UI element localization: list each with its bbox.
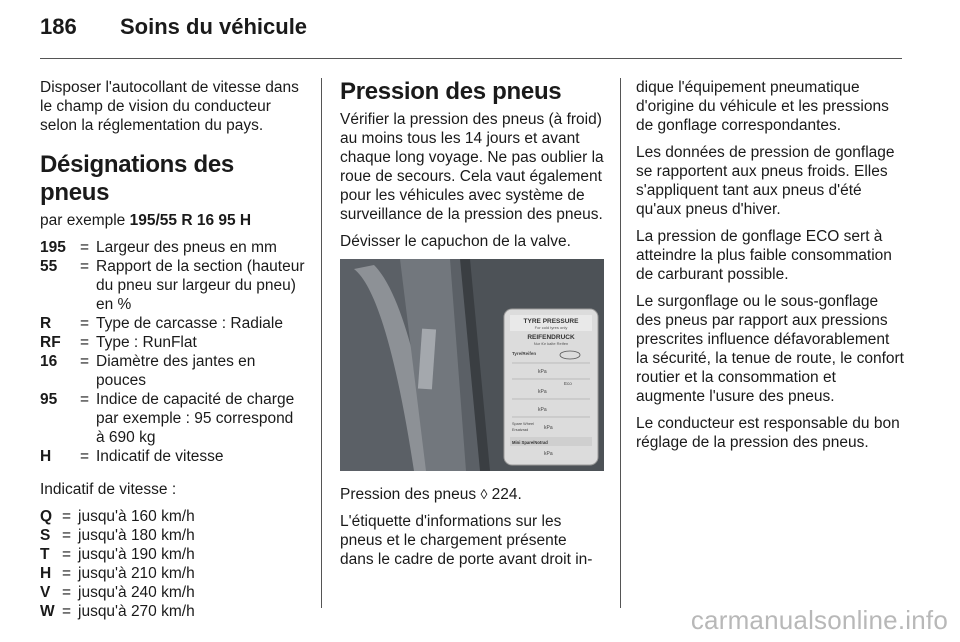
definition-text: Rapport de la section (hauteur du pneu sur largeur du pneu) en % <box>96 258 305 313</box>
pressure-paragraph-2: Dévisser le capuchon de la valve. <box>340 233 571 250</box>
speed-key: V <box>40 584 51 601</box>
svg-text:kPa: kPa <box>544 425 553 431</box>
pressure-paragraph-3: L'étiquette d'informations sur les pneus et le chargement présente dans le cadre de porte avant droit in- <box>340 513 593 568</box>
photo-caption <box>340 485 604 504</box>
svg-text:Eco: Eco <box>564 381 572 386</box>
definition-key: 55 <box>40 258 58 275</box>
definition-key: R <box>40 315 52 332</box>
watermark-text: carmanualsonline.info <box>690 605 948 635</box>
definition-eq: = <box>80 315 90 332</box>
door-frame-illustration <box>340 259 604 471</box>
col3-paragraph-1: dique l'équipement pneumatique d'origine du véhicule et les pressions de gonflage correspondantes. <box>636 79 889 134</box>
definition-key: 195 <box>40 239 66 256</box>
col3-paragraph-2: Les données de pression de gonflage se rapportent aux pneus froids. Elles s'appliquent tant aux pneus d'été qu'aux pneus d'hiver. <box>636 144 895 218</box>
definition-text: Type : RunFlat <box>96 334 197 351</box>
definition-text: Diamètre des jantes en pouces <box>96 353 256 389</box>
column-divider-1 <box>321 78 322 608</box>
svg-text:Mini Spare/Notrad: Mini Spare/Notrad <box>512 440 548 445</box>
speed-key: H <box>40 565 52 582</box>
speed-text: jusqu'à 210 km/h <box>78 565 195 582</box>
definition-text: Largeur des pneus en mm <box>96 239 277 256</box>
speed-intro: Indicatif de vitesse : <box>40 481 177 498</box>
svg-text:kPa: kPa <box>538 407 547 413</box>
col3-paragraph-5: Le conducteur est responsable du bon réglage de la pression des pneus. <box>636 415 900 451</box>
header-divider <box>40 58 902 59</box>
column-3 <box>636 78 904 460</box>
svg-text:For cold tyres only: For cold tyres only <box>534 325 568 330</box>
column-2 <box>340 78 604 577</box>
speed-key: W <box>40 603 55 620</box>
speed-eq: = <box>62 565 72 582</box>
intro-paragraph: Disposer l'autocollant de vitesse dans le champ de vision du conducteur selon la réglementation du pays. <box>40 79 299 134</box>
speed-key: S <box>40 527 51 544</box>
example-code: 195/55 R 16 95 H <box>129 212 252 229</box>
svg-text:kPa: kPa <box>544 451 553 457</box>
svg-text:Tyre/Reifen: Tyre/Reifen <box>512 351 537 356</box>
page-header <box>40 14 307 54</box>
definition-eq: = <box>80 448 90 465</box>
svg-text:Ersatzrad: Ersatzrad <box>512 428 529 432</box>
speed-key: Q <box>40 508 53 525</box>
speed-text: jusqu'à 160 km/h <box>78 508 195 525</box>
svg-text:REIFENDRUCK: REIFENDRUCK <box>527 334 575 341</box>
definition-text: Type de carcasse : Radiale <box>96 315 283 332</box>
column-1 <box>40 78 306 621</box>
speed-list <box>40 507 306 621</box>
caption-page-ref[interactable]: 224. <box>487 486 522 503</box>
definition-list <box>40 238 306 466</box>
definition-key: 16 <box>40 353 58 370</box>
definition-key: 95 <box>40 391 58 408</box>
speed-eq: = <box>62 527 72 544</box>
svg-text:Spare Wheel: Spare Wheel <box>512 422 534 426</box>
speed-eq: = <box>62 603 72 620</box>
svg-text:kPa: kPa <box>538 369 547 375</box>
col3-paragraph-3: La pression de gonflage ECO sert à atteindre la plus faible consommation de carburant possible. <box>636 228 892 283</box>
svg-text:Nur für kalte Reifen: Nur für kalte Reifen <box>533 341 569 346</box>
tire-pressure-heading: Pression des pneus <box>340 78 562 105</box>
definition-eq: = <box>80 239 90 256</box>
definition-eq: = <box>80 258 90 275</box>
definition-eq: = <box>80 334 90 351</box>
tire-designations-heading: Désignations des pneus <box>40 151 234 206</box>
definition-text: Indice de capacité de charge par exemple : 95 correspond à 690 kg <box>96 391 295 446</box>
speed-text: jusqu'à 190 km/h <box>78 546 195 563</box>
definition-eq: = <box>80 353 90 370</box>
speed-eq: = <box>62 546 72 563</box>
definition-key: RF <box>40 334 61 351</box>
section-title: Soins du véhicule <box>120 14 308 39</box>
door-frame-photo <box>340 259 604 471</box>
col3-paragraph-4: Le surgonflage ou le sous-gonflage des pneus par rapport aux pressions prescrites influence défavorablement la sécurité, la tenue de route, le confort routier et la consommation et augmente l'usure des pneus. <box>636 293 904 405</box>
definition-eq: = <box>80 391 90 408</box>
reference-arrow-icon: ◊ <box>480 486 488 502</box>
column-divider-2 <box>620 78 621 608</box>
example-line <box>40 211 306 230</box>
speed-text: jusqu'à 240 km/h <box>78 584 195 601</box>
definition-key: H <box>40 448 52 465</box>
page-number: 186 <box>40 14 77 39</box>
svg-text:kPa: kPa <box>538 389 547 395</box>
speed-eq: = <box>62 584 72 601</box>
speed-text: jusqu'à 180 km/h <box>78 527 195 544</box>
example-prefix: par exemple <box>40 212 130 229</box>
speed-key: T <box>40 546 50 563</box>
definition-text: Indicatif de vitesse <box>96 448 224 465</box>
caption-text: Pression des pneus <box>340 486 481 503</box>
pressure-paragraph-1: Vérifier la pression des pneus (à froid) au moins tous les 14 jours et avant chaque long voyage. Ne pas oublier la roue de secours. Cela vaut également pour les véhicules avec système de surveillance de la pression des pneus. <box>340 111 604 223</box>
svg-text:TYRE PRESSURE: TYRE PRESSURE <box>523 318 579 325</box>
speed-text: jusqu'à 270 km/h <box>78 603 195 620</box>
speed-eq: = <box>62 508 72 525</box>
